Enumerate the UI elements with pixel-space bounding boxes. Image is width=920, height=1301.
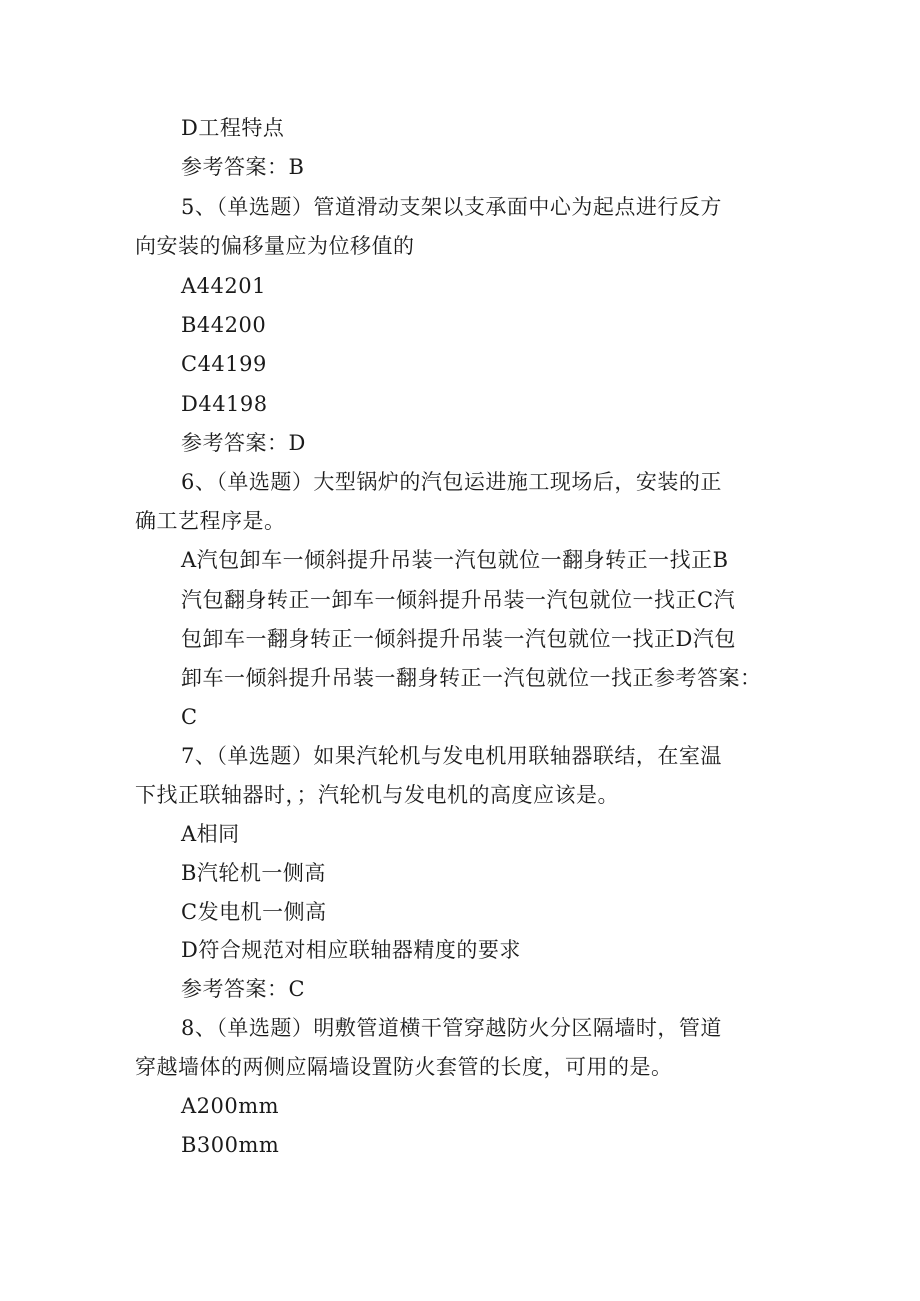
option-a-q7: A相同	[181, 822, 240, 846]
option-d-q4: D工程特点	[181, 116, 285, 140]
option-a-q8: A200mm	[181, 1094, 280, 1118]
answer-q4: 参考答案：B	[181, 155, 305, 179]
option-c-q5: C44199	[181, 352, 267, 376]
question-8-line-2: 穿越墙体的两侧应隔墙设置防火套管的长度，可用的是。	[135, 1055, 673, 1079]
answer-q6: C	[181, 705, 198, 729]
question-8-line-1: 8、（单选题）明敷管道横干管穿越防火分区隔墙时，管道	[181, 1016, 722, 1040]
option-b-q8: B300mm	[181, 1133, 280, 1157]
option-c-q7: C发电机一侧高	[181, 900, 327, 924]
question-5-line-1: 5、（单选题）管道滑动支架以支承面中心为起点进行反方	[181, 195, 722, 219]
options-q6-line-1: A汽包卸车一倾斜提升吊装一汽包就位一翻身转正一找正B	[181, 548, 729, 572]
answer-q7: 参考答案：C	[181, 977, 306, 1001]
option-b-q7: B汽轮机一侧高	[181, 861, 326, 885]
question-6-line-1: 6、（单选题）大型锅炉的汽包运进施工现场后，安装的正	[181, 470, 722, 494]
options-q6-line-2: 汽包翻身转正一卸车一倾斜提升吊装一汽包就位一找正C汽	[181, 588, 736, 612]
option-d-q7: D符合规范对相应联轴器精度的要求	[181, 938, 521, 962]
option-a-q5: A44201	[181, 274, 266, 298]
options-q6-line-4: 卸车一倾斜提升吊装一翻身转正一汽包就位一找正参考答案：	[181, 666, 762, 690]
option-d-q5: D44198	[181, 392, 268, 416]
question-7-line-2: 下找正联轴器时，；汽轮机与发电机的高度应该是。	[135, 783, 619, 807]
question-7-line-1: 7、（单选题）如果汽轮机与发电机用联轴器联结，在室温	[181, 744, 722, 768]
option-b-q5: B44200	[181, 313, 267, 337]
options-q6-line-3: 包卸车一翻身转正一倾斜提升吊装一汽包就位一找正D汽包	[181, 627, 736, 651]
question-6-line-2: 确工艺程序是。	[135, 509, 286, 533]
answer-q5: 参考答案：D	[181, 431, 306, 455]
question-5-line-2: 向安装的偏移量应为位移值的	[135, 234, 415, 258]
